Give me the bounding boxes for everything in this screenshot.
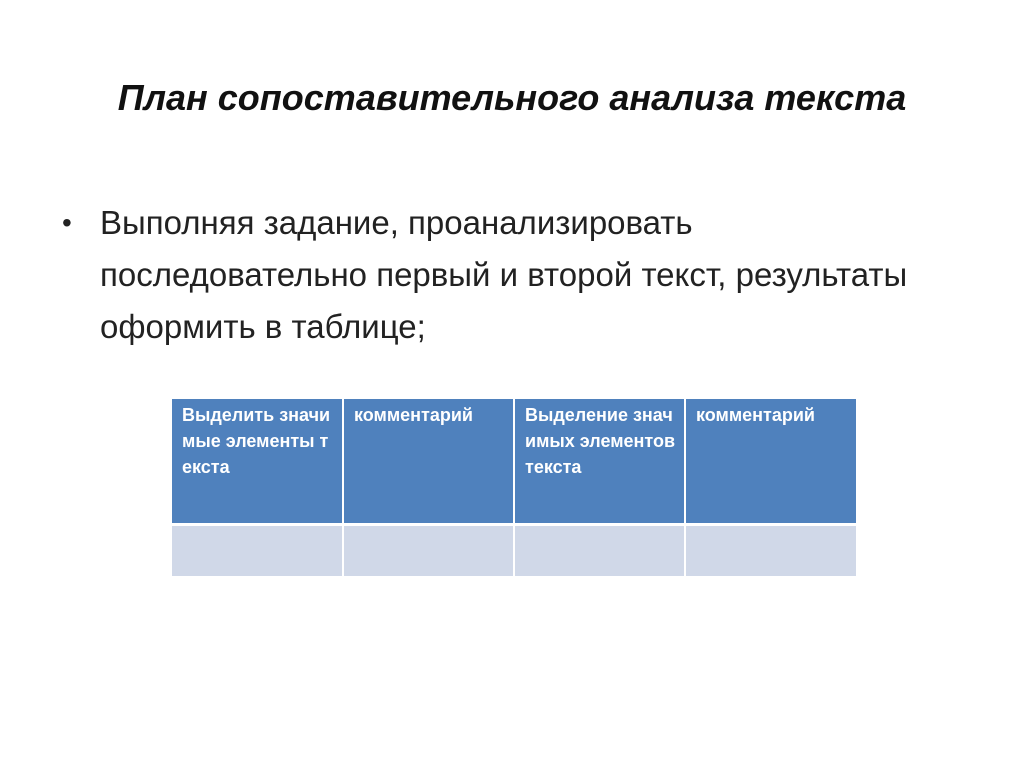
table-cell: [343, 525, 514, 577]
slide-title: План сопоставительного анализа текста: [117, 77, 907, 118]
table-cell: [685, 525, 856, 577]
table-cell: [172, 525, 343, 577]
table-cell: [514, 525, 685, 577]
header-cell-comment-2: комментарий: [685, 399, 856, 525]
bullet-dot-icon: •: [62, 207, 72, 238]
header-cell-selection-elements: Выделение значимых элементов текста: [514, 399, 685, 525]
table-header-row: [172, 399, 856, 525]
bullet-text: Выполняя задание, проанализировать последовательно первый и второй текст, результаты оформить в таблице;: [100, 204, 908, 345]
header-cell-select-elements: Выделить значимые элементы текста: [172, 399, 343, 525]
table-row: [172, 525, 856, 577]
analysis-table: [172, 399, 856, 576]
header-cell-comment-1: комментарий: [343, 399, 514, 525]
analysis-table-wrapper: [172, 399, 856, 575]
bullet-item: [62, 197, 922, 353]
